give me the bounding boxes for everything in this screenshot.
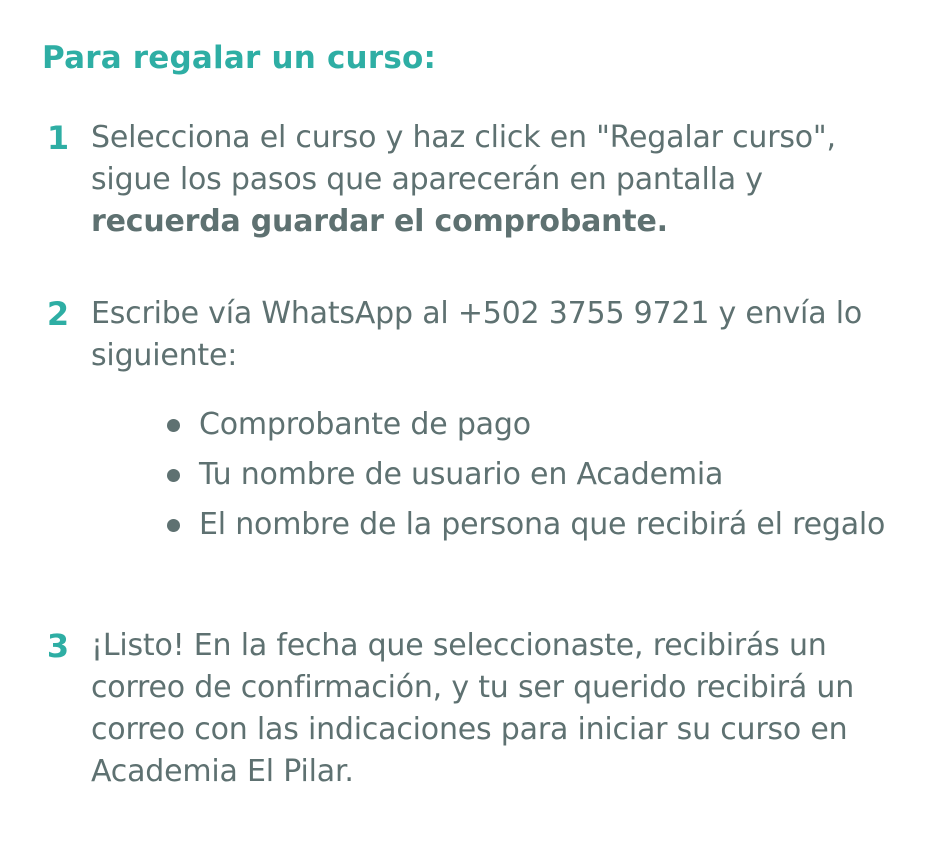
step-text [91,293,921,377]
bullet-icon [167,469,180,482]
step-number: 2 [46,295,70,333]
list-item-text: El nombre de la persona que recibirá el regalo [199,507,886,542]
step-text-lead: ¡Listo! En la fecha que seleccionaste, recibirás un correo de confirmación, y tu ser querido recibirá un correo con las indicaciones para iniciar su curso en Academia El Pilar. [91,628,855,789]
list-item-text: Tu nombre de usuario en Academia [199,457,724,492]
step-number: 3 [46,627,70,665]
step-text-emphasis: recuerda guardar el comprobante. [91,204,668,239]
bullet-icon [167,519,180,532]
step-text-lead: Selecciona el curso y haz click en "Regalar curso", sigue los pasos que aparecerán en pantalla y [91,120,836,197]
page-title: Para regalar un curso: [42,40,437,76]
bullet-icon [167,419,180,432]
list-item-text: Comprobante de pago [199,407,531,442]
step-text [91,117,921,243]
step-text [91,625,921,793]
step-number: 1 [46,119,70,157]
step-text-lead: Escribe vía WhatsApp al +502 3755 9721 y envía lo siguiente: [91,296,863,373]
